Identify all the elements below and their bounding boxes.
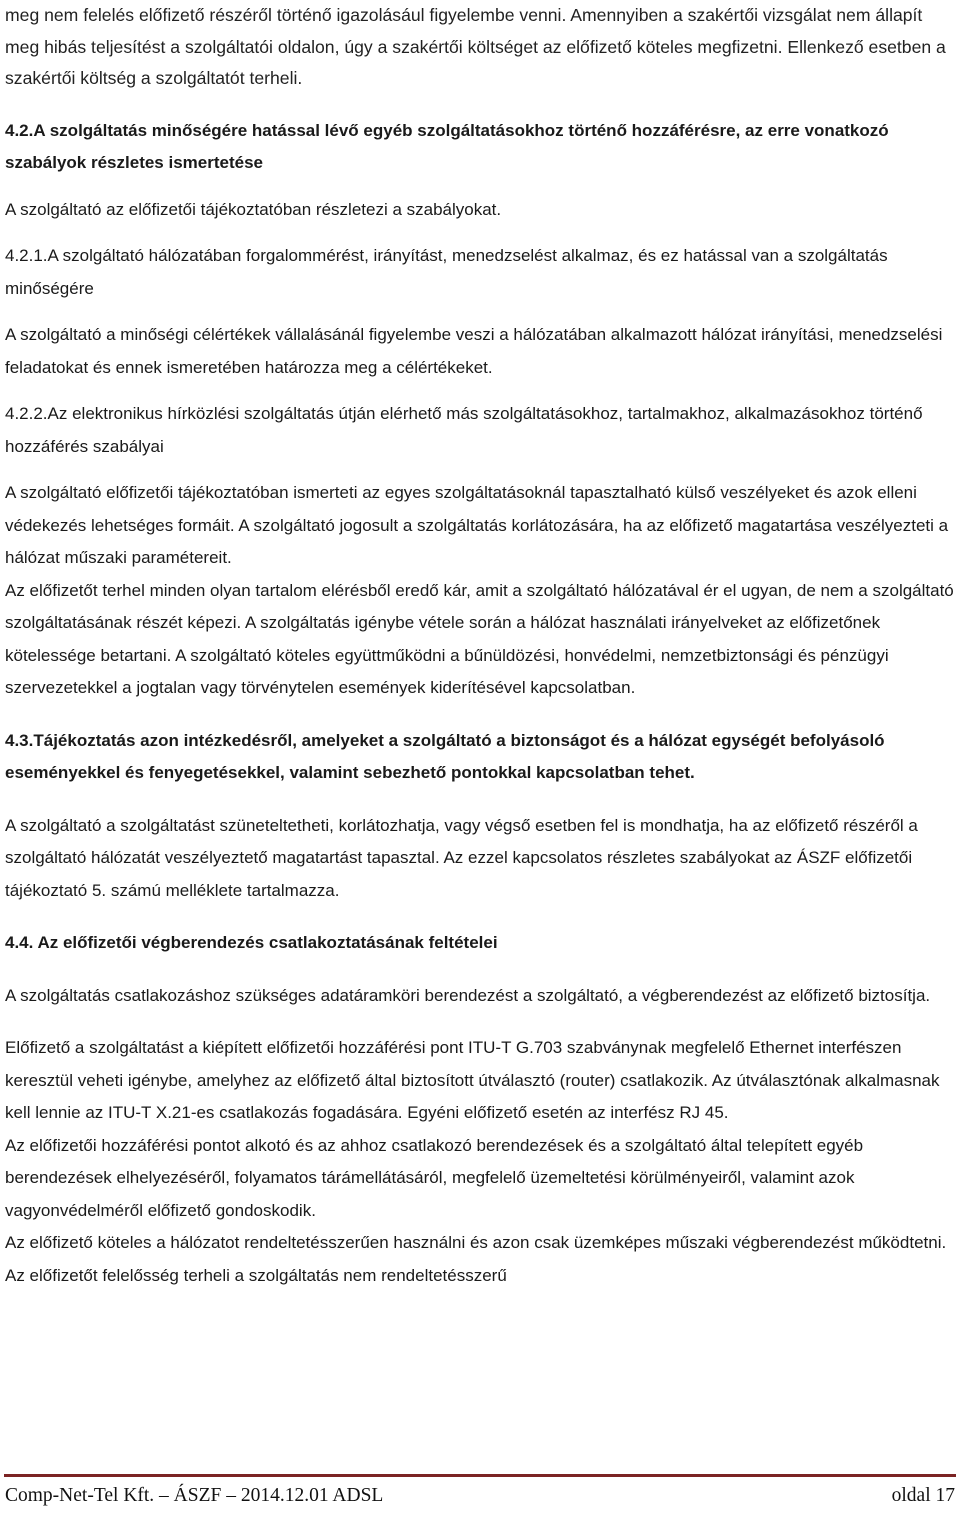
paragraph-4-4-b: Előfizető a szolgáltatást a kiépített előfizetői hozzáférési pont ITU-T G.703 szabványnak megfelelő Ethernet interfészen keresztül veheti igénybe, amelyhez az előfizető által biztosított útválasztó (router) csatlakozik. Az útválasztónak alkalmasnak kell lennie az ITU-T X.21-es csatlakozás fogadására. Egyéni előfizető esetén az interfész RJ 45. — [5, 1038, 940, 1122]
intro-paragraph: meg nem felelés előfizető részéről történő igazolásául figyelembe venni. Amennyiben a szakértői vizsgálat nem állapít meg hibás teljesítést a szolgáltatói oldalon, úgy a szakértői költséget az előfizető köteles megfizetni. Ellenkező esetben a szakértői költség a szolgáltatót terheli. — [5, 5, 946, 88]
footer-document-info: Comp-Net-Tel Kft. – ÁSZF – 2014.12.01 ADSL — [5, 1485, 384, 1506]
page-footer — [5, 1485, 955, 1507]
paragraph-4-4-a: A szolgáltatás csatlakozáshoz szükséges adatáramköri berendezést a szolgáltató, a végberendezést az előfizető biztosítja. — [5, 985, 931, 1005]
paragraph-4-3: A szolgáltató a szolgáltatást szüneteltetheti, korlátozhatja, vagy végső esetben fel is mondhatja, ha az előfizető részéről a szolgáltató hálózatát veszélyeztető magatartást tapasztal. Az ezzel kapcsolatos részletes szabályokat az ÁSZF előfizetői tájékoztató 5. számú melléklete tartalmazza. — [5, 815, 918, 900]
footer-divider — [4, 1474, 956, 1477]
paragraph-4-2-1: A szolgáltató a minőségi célértékek vállalásánál figyelembe veszi a hálózatában alkalmazott hálózat irányítási, menedzselési feladatokat és ennek ismeretében határozza meg a célértékeket. — [5, 325, 943, 377]
paragraph-4-4-c: Az előfizetői hozzáférési pontot alkotó és az ahhoz csatlakozó berendezések és a szolgáltató által telepített egyéb berendezések elhelyezéséről, folyamatos tárámellátásáról, megfelelő üzemeltetési körülményeiről, valamint azok vagyonvédelméről előfizető gondoskodik. — [5, 1135, 864, 1220]
paragraph-4-2: A szolgáltató az előfizetői tájékoztatóban részletezi a szabályokat. — [5, 199, 502, 219]
paragraph-4-2-2-continued: Az előfizetőt terhel minden olyan tartalom elérésből eredő kár, amit a szolgáltató hálózatával ér el ugyan, de nem a szolgáltató szolgáltatásának részét képezi. A szolgáltatás igénybe vétele során a hálózat használati irányelveket az előfizetőnek kötelessége betartani. A szolgáltató köteles együttműködni a bűnüldözési, honvédelmi, nemzetbiztonsági és pénzügyi szervezetekkel a jogtalan vagy törvénytelen események kiderítésével kapcsolatban. — [5, 580, 954, 697]
section-heading-4-4: 4.4. Az előfizetői végberendezés csatlakoztatásának feltételei — [5, 933, 498, 952]
paragraph-4-4-d: Az előfizető köteles a hálózatot rendeltetésszerűen használni és azon csak üzemképes műszaki végberendezést működtetni. Az előfizetőt felelősség terheli a szolgáltatás nem rendeltetésszerű — [5, 1233, 947, 1285]
footer-page-number: oldal 17 — [891, 1485, 955, 1506]
document-page — [5, 0, 955, 1292]
subsection-heading-4-2-1: 4.2.1.A szolgáltató hálózatában forgalommérést, irányítást, menedzselést alkalmaz, és ez hatással van a szolgáltatás minőségére — [5, 246, 888, 298]
paragraph-4-2-2: A szolgáltató előfizetői tájékoztatóban ismerteti az egyes szolgáltatásoknál tapasztalható külső veszélyeket és azok elleni védekezés lehetséges formáit. A szolgáltató jogosult a szolgáltatás korlátozására, ha az előfizető magatartása veszélyezteti a hálózat műszaki paramétereit. — [5, 483, 949, 567]
section-heading-4-3: 4.3.Tájékoztatás azon intézkedésről, amelyeket a szolgáltató a biztonságot és a hálózat egységét befolyásoló eseményekkel és fenyegetésekkel, valamint sebezhető pontokkal kapcsolatban tehet. — [5, 730, 885, 782]
subsection-heading-4-2-2: 4.2.2.Az elektronikus hírközlési szolgáltatás útján elérhető más szolgáltatásokhoz, tartalmakhoz, alkalmazásokhoz történő hozzáférés szabályai — [5, 404, 923, 456]
section-heading-4-2: 4.2.A szolgáltatás minőségére hatással lévő egyéb szolgáltatásokhoz történő hozzáférésre, az erre vonatkozó szabályok részletes ismertetése — [5, 120, 889, 172]
